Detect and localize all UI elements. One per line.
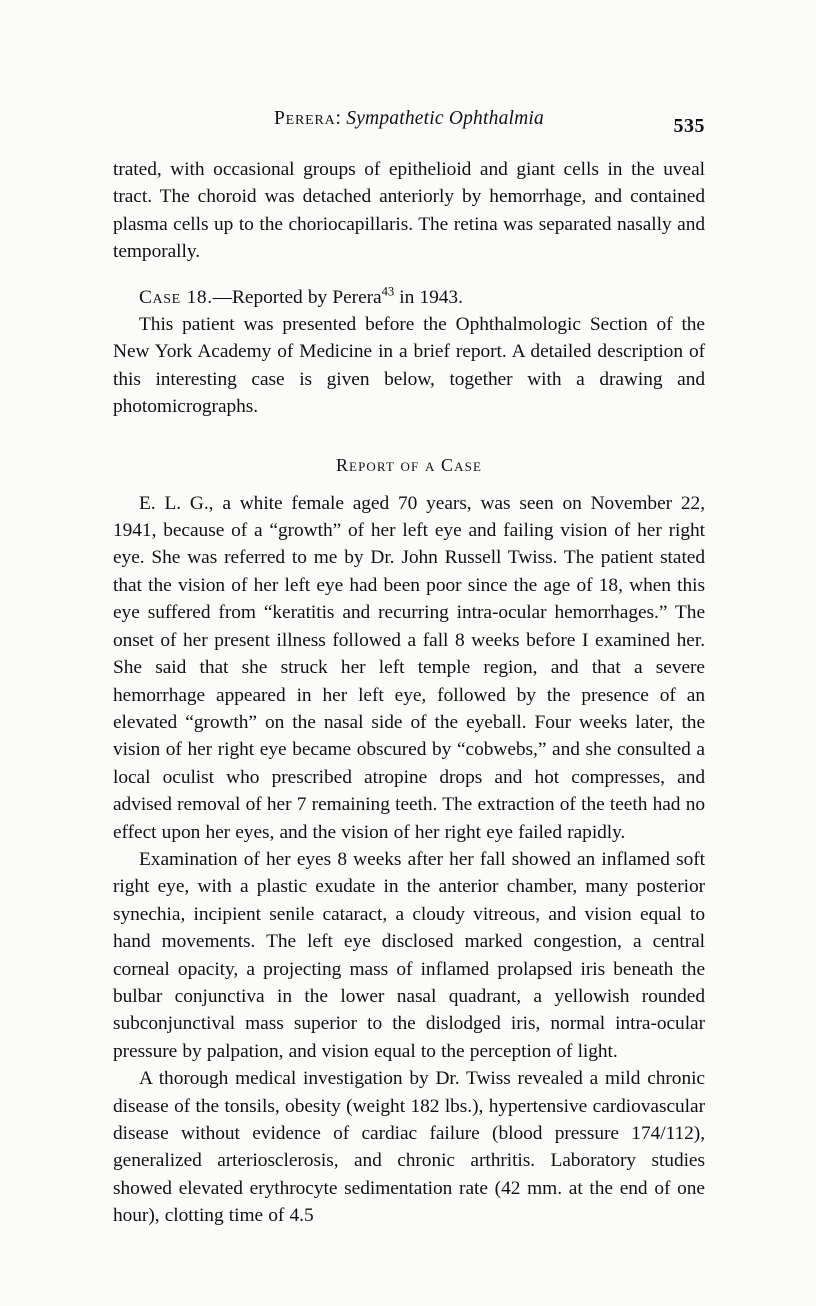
case-tail: in 1943. <box>394 286 463 308</box>
running-head-author: Perera <box>274 108 336 129</box>
running-head <box>113 108 705 138</box>
running-head-separator: : <box>335 108 342 129</box>
case-line <box>113 284 705 311</box>
page-content <box>113 108 705 1230</box>
case-label: Case 18. <box>139 286 213 308</box>
running-head-center <box>274 108 544 130</box>
paragraph-5: A thorough medical investigation by Dr. Twiss revealed a mild chronic disease of the tonsils, obesity (weight 182 lbs.), hypertensive cardiovascular disease without evidence of cardiac failure (blood pressure 174/112), generalized arteriosclerosis, and chronic arthritis. Laboratory studies showed elevated erythrocyte sedimentation rate (42 mm. at the end of one hour), clotting time of 4.5 <box>113 1068 705 1227</box>
case-dash-text: —Reported by Perera <box>212 286 382 308</box>
page-number: 535 <box>673 115 705 137</box>
paragraph-4: Examination of her eyes 8 weeks after her fall showed an inflamed soft right eye, with a plastic exudate in the anterior chamber, many posterior synechia, incipient senile cataract, a cloudy vitreous, and vision equal to hand movements. The left eye disclosed marked congestion, a central corneal opacity, a projecting mass of inflamed prolapsed iris beneath the bulbar conjunctiva in the lower nasal quadrant, a yellowish rounded subconjunctival mass superior to the dislodged iris, normal intra-ocular pressure by palpation, and vision equal to the perception of light. <box>113 848 705 1062</box>
running-head-title: Sympathetic Ophthalmia <box>346 108 544 129</box>
section-heading: Report of a Case <box>335 454 483 475</box>
paragraph-2: This patient was presented before the Ophthalmologic Section of the New York Academy of Medicine in a brief report. A detailed description of this interesting case is given below, together with a drawing and photomicrographs. <box>113 314 705 418</box>
footnote-marker: 43 <box>381 284 395 299</box>
paragraph-3: E. L. G., a white female aged 70 years, was seen on November 22, 1941, because of a “growth” of her left eye and failing vision of her right eye. She was referred to me by Dr. John Russell Twiss. The patient stated that the vision of her left eye had been poor since the age of 18, when this eye suffered from “keratitis and recurring intra-ocular hemorrhages.” The onset of her present illness followed a fall 8 weeks before I examined her. She said that she struck her left temple region, and that a severe hemorrhage appeared in her left eye, followed by the presence of an elevated “growth” on the nasal side of the eyeball. Four weeks later, the vision of her right eye became obscured by “cobwebs,” and she consulted a local oculist who prescribed atropine drops and hot compresses, and advised removal of her 7 remaining teeth. The extraction of the teeth had no effect upon her eyes, and the vision of her right eye failed rapidly. <box>113 492 705 843</box>
paragraph-1: trated, with occasional groups of epithelioid and giant cells in the uveal tract. The choroid was detached anteriorly by hemorrhage, and contained plasma cells up to the choriocapillaris. The retina was separated nasally and temporally. <box>113 159 705 263</box>
